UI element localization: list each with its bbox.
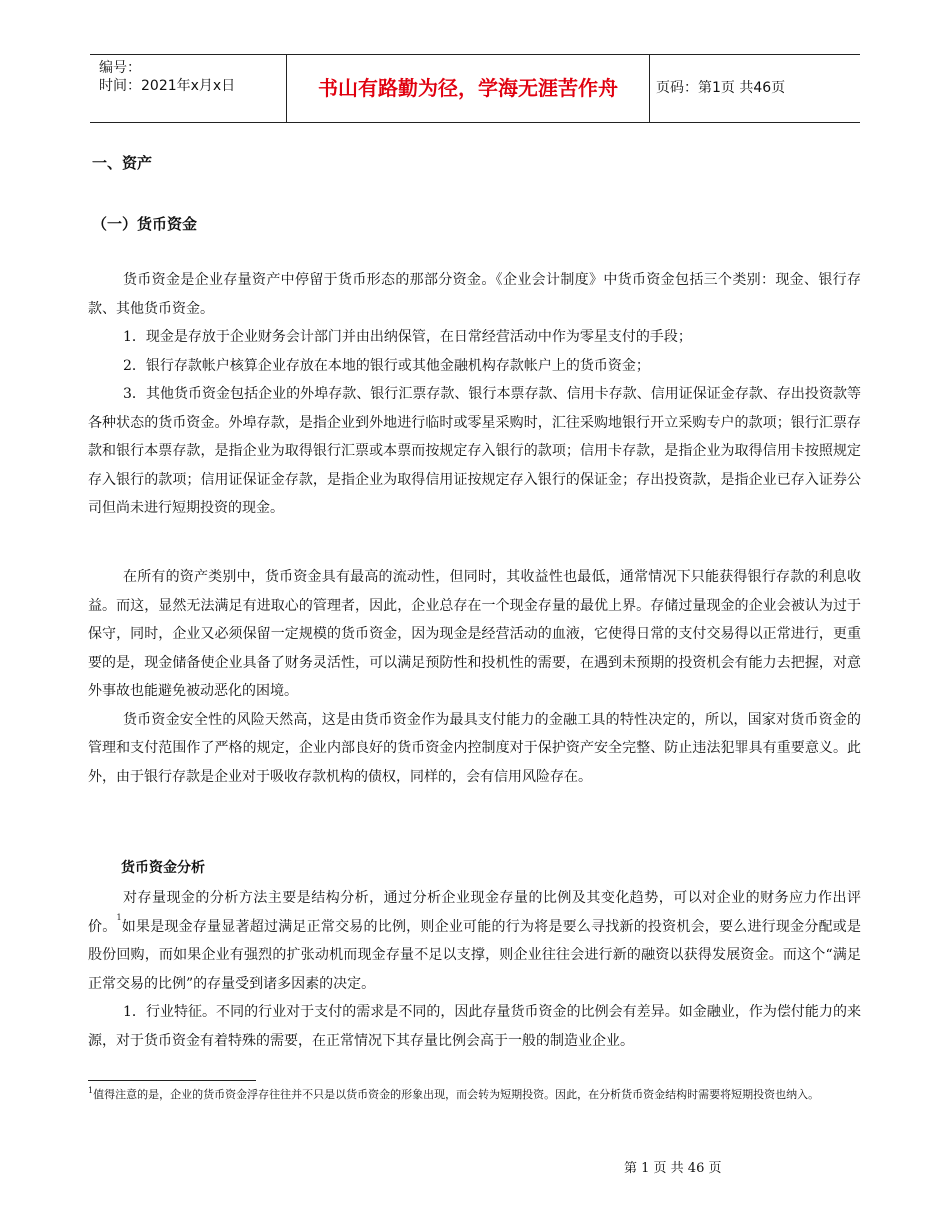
- body-block-b: [88, 563, 861, 791]
- footnote-mark: 1: [88, 1086, 94, 1095]
- paragraph: 1．现金是存放于企业财务会计部门并由出纳保管，在日常经营活动中作为零星支付的手段；: [123, 329, 692, 345]
- paragraph: 货币资金安全性的风险天然高，这是由货币资金作为最具支付能力的金融工具的特性决定的，所以，国家对货币资金的管理和支付范围作了严格的规定，企业内部良好的货币资金内控制度对于保护资产安全完整、防止违法犯罪具有重要意义。此外，由于银行存款是企业对于吸收存款机构的债权，同样的，会有信用风险存在。: [88, 711, 861, 785]
- body-block-c: [88, 884, 861, 1055]
- footnote-divider: [88, 1080, 256, 1081]
- body-block-a: [88, 266, 861, 523]
- header-info: [90, 55, 286, 122]
- header-number-label: 编号：: [99, 60, 141, 76]
- header-page-number: 页码：第1页 共46页: [656, 80, 786, 96]
- paragraph-text: 对存量现金的分析方法主要是结构分析，通过分析企业现金存量的比例及其变化趋势，可以对企业的财务应力作出评价。: [88, 890, 861, 935]
- header-time: 时间：2021年x月x日: [99, 78, 236, 94]
- subsection-heading: （一）货币资金: [92, 215, 198, 233]
- paragraph: 在所有的资产类别中，货币资金具有最高的流动性，但同时，其收益性也最低，通常情况下只能获得银行存款的利息收益。而这，显然无法满足有进取心的管理者，因此，企业总存在一个现金存量的最优上界。存储过量现金的企业会被认为过于保守，同时，企业又必须保留一定规模的货币资金，因为现金是经营活动的血液，它使得日常的支付交易得以正常进行，更重要的是，现金储备使企业具备了财务灵活性，可以满足预防性和投机性的需要，在遇到未预期的投资机会有能力去把握，对意外事故也能避免被动恶化的困境。: [88, 569, 861, 699]
- footnote-text: 值得注意的是，企业的货币资金浮存往往并不只是以货币资金的形象出现，而会转为短期投资。因此，在分析货币资金结构时需要将短期投资也纳入。: [93, 1088, 820, 1101]
- paragraph: 3．其他货币资金包括企业的外埠存款、银行汇票存款、银行本票存款、信用卡存款、信用证保证金存款、存出投资款等各种状态的货币资金。外埠存款，是指企业到外地进行临时或零星采购时，汇往采购地银行开立采购专户的款项；银行汇票存款和银行本票存款，是指企业为取得银行汇票或本票而按规定存入银行的款项；信用卡存款，是指企业为取得信用卡按照规定存入银行的款项；信用证保证金存款，是指企业为取得信用证按规定存入银行的保证金；存出投资款，是指企业已存入证券公司但尚未进行短期投资的现金。: [88, 386, 861, 516]
- header-motto: 书山有路勤为径，学海无涯苦作舟: [286, 55, 650, 122]
- page-header: [90, 54, 860, 123]
- footnote-reference[interactable]: 1: [116, 912, 122, 922]
- section-heading: 一、资产: [92, 154, 153, 172]
- paragraph-text: 如果是现金存量显著超过满足正常交易的比例，则企业可能的行为将是要么寻找新的投资机会，要么进行现金分配或是股份回购，而如果企业有强烈的扩张动机而现金存量不足以支撑，则企业往往会进行新的融资以获得发展资金。而这个“满足正常交易的比例”的存量受到诸多因素的决定。: [88, 918, 862, 992]
- footnote: [88, 1086, 868, 1103]
- page-footer: 第 1 页 共 46 页: [624, 1161, 722, 1176]
- paragraph: 1．行业特征。不同的行业对于支付的需求是不同的，因此存量货币资金的比例会有差异。如金融业，作为偿付能力的来源，对于货币资金有着特殊的需要，在正常情况下其存量比例会高于一般的制造业企业。: [88, 1004, 861, 1049]
- analysis-heading: 货币资金分析: [121, 860, 205, 876]
- paragraph: 货币资金是企业存量资产中停留于货币形态的那部分资金。《企业会计制度》中货币资金包括三个类别：现金、银行存款、其他货币资金。: [88, 272, 861, 317]
- paragraph: 2．银行存款帐户核算企业存放在本地的银行或其他金融机构存款帐户上的货币资金；: [123, 357, 650, 374]
- paragraph: [88, 884, 861, 998]
